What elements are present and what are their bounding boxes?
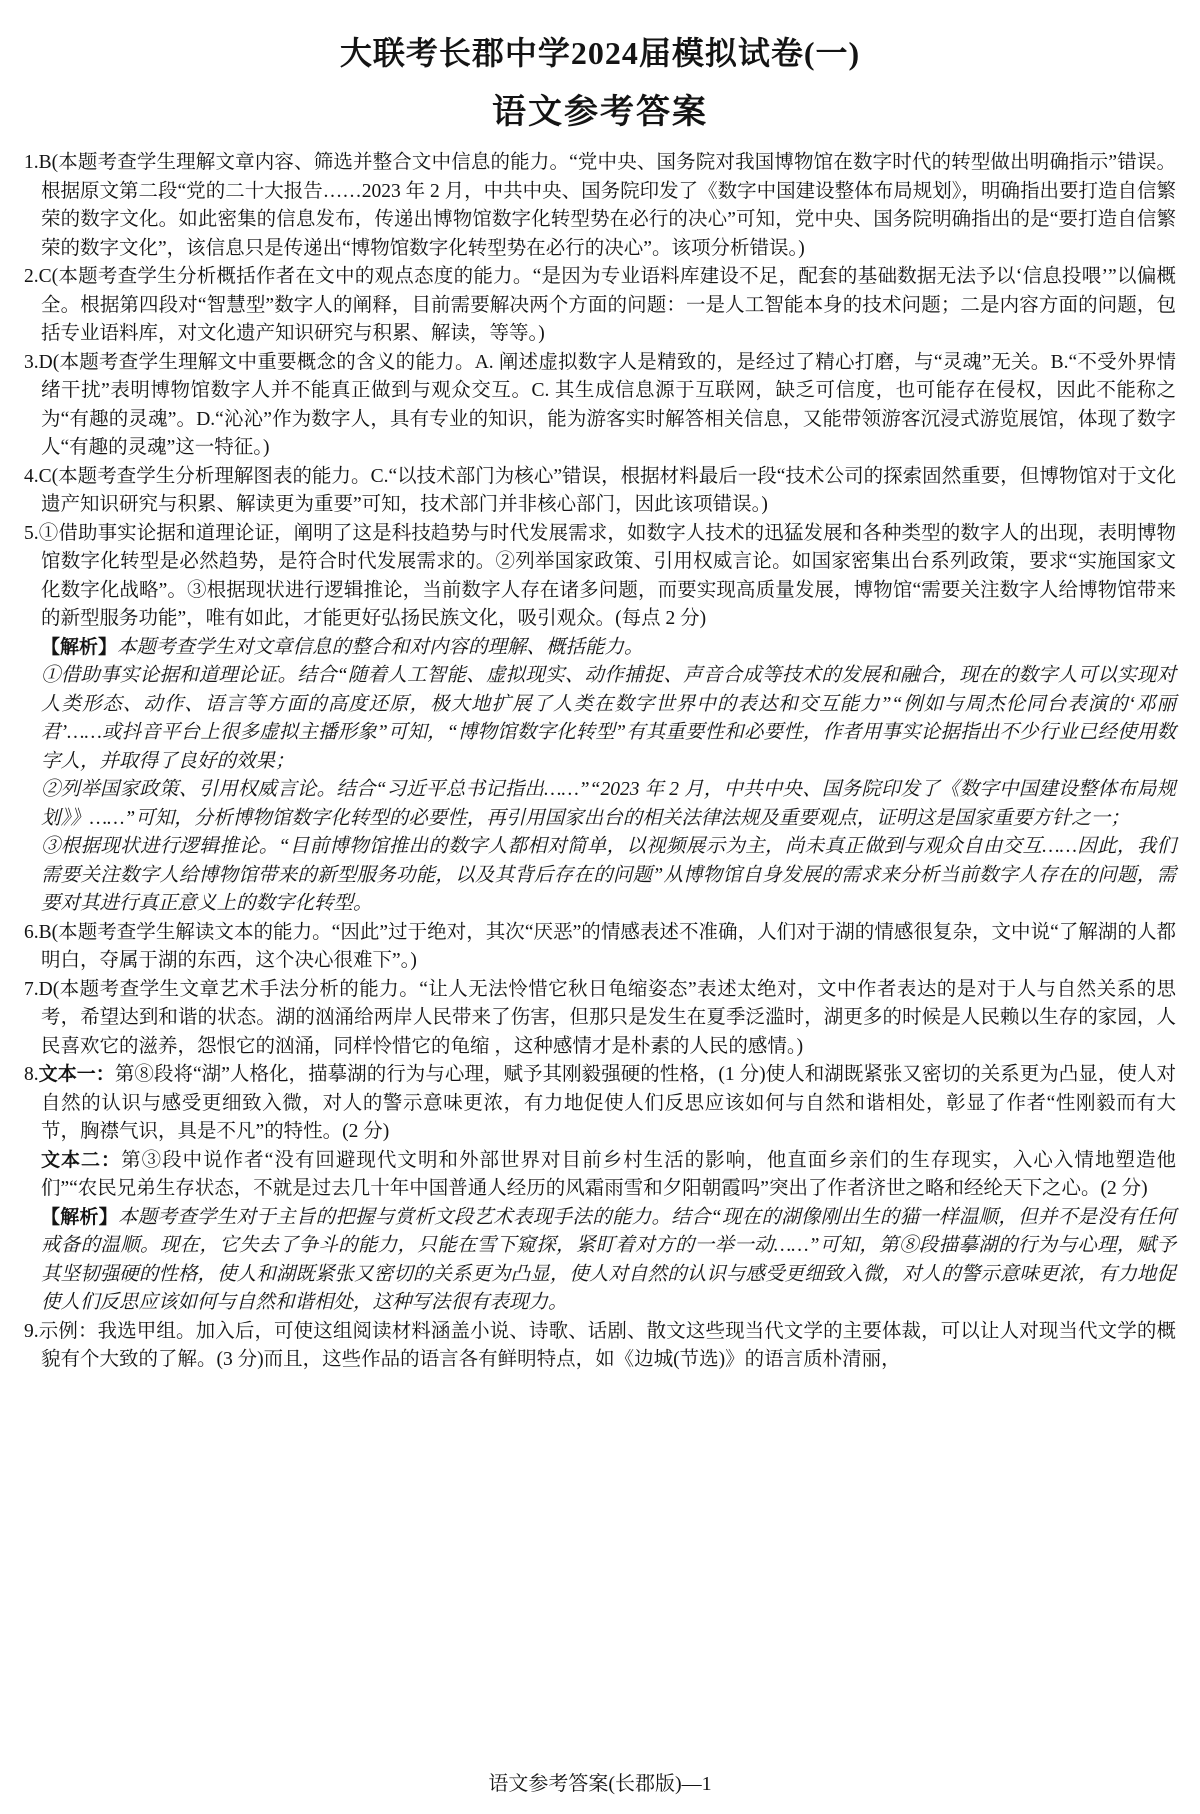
- paragraph-label: 【解析】: [41, 636, 118, 658]
- answer-number: 8.: [24, 1064, 39, 1085]
- paragraph-text: ①借助事实论据和道理论证。结合“随着人工智能、虚拟现实、动作捕捉、声音合成等技术的发展和融合，现在的数字人可以实现对人类形态、动作、语言等方面的高度还原，极大地扩展了人类在数字世界中的表达和交互能力”“例如与周杰伦同台表演的‘邓丽君’……或抖音平台上很多虚拟主播形象”可知，“博物馆数字化转型”有其重要性和必要性，作者用事实论据指出不少行业已经使用数字人，并取得了良好的效果；: [41, 665, 1176, 772]
- paragraph-text: ②列举国家政策、引用权威言论。结合“习近平总书记指出……”“2023 年 2 月，中共中央、国务院印发了《数字中国建设整体布局规划》》……”可知，分析博物馆数字化转型的必要性，再引用国家出台的相关法律法规及重要观点，证明这是国家重要方针之一；: [41, 779, 1176, 829]
- page-footer: 语文参考答案(长郡版)—1: [488, 1773, 712, 1795]
- answer-number: 3.: [24, 351, 39, 373]
- answer-item: [24, 463, 1176, 520]
- answer-number: 5.: [24, 522, 39, 544]
- paragraph-text: 第③段中说作者“没有回避现代文明和外部世界对目前乡村生活的影响，他直面乡亲们的生存现实，入心入情地塑造他们”“农民兄弟生存状态，不就是过去几十年中国普通人经历的风霜雨雪和夕阳朝霞吗”突出了作者济世之略和经纶天下之心。(2 分): [41, 1149, 1176, 1199]
- answer-item: [24, 1061, 1176, 1318]
- paragraph-text: C(本题考查学生分析概括作者在文中的观点态度的能力。“是因为专业语料库建设不足，配套的基础数据无法予以‘信息投喂’”以偏概全。根据第四段对“智慧型”数字人的阐释，目前需要解决两个方面的问题：一是人工智能本身的技术问题；二是内容方面的问题，包括专业语料库，对文化遗产知识研究与积累、解读，等等。): [38, 266, 1176, 344]
- answer-paragraph: [24, 833, 1176, 919]
- answer-number: 6.: [24, 921, 39, 943]
- explanation-paragraph: [24, 1204, 1176, 1318]
- answer-paragraph: [24, 1318, 1176, 1375]
- answer-paragraph: [24, 919, 1176, 976]
- paragraph-text: 示例：我选甲组。加入后，可使这组阅读材料涵盖小说、诗歌、话剧、散文这些现当代文学的主要体裁，可以让人对现当代文学的概貌有个大致的了解。(3 分)而且，这些作品的语言各有鲜明特点，如《边城(节选)》的语言质朴清丽，: [38, 1320, 1176, 1370]
- answer-item: [24, 263, 1176, 349]
- paragraph-label: 【解析】: [41, 1206, 119, 1228]
- paragraph-label: 文本一：: [38, 1064, 115, 1085]
- answer-item: [24, 520, 1176, 919]
- answer-item: [24, 149, 1176, 263]
- paragraph-text: ①借助事实论据和道理论证，阐明了这是科技趋势与时代发展需求，如数字人技术的迅猛发展和各种类型的数字人的出现，表明博物馆数字化转型是必然趋势，是符合时代发展需求的。②列举国家政策、引用权威言论。如国家密集出台系列政策，要求“实施国家文化数字化战略”。③根据现状进行逻辑推论，当前数字人存在诸多问题，而要实现高质量发展，博物馆“需要关注数字人给博物馆带来的新型服务功能”，唯有如此，才能更好弘扬民族文化，吸引观众。(每点 2 分): [38, 522, 1176, 629]
- answer-item: [24, 976, 1176, 1062]
- answer-paragraph: [24, 1147, 1176, 1204]
- answer-paragraph: [24, 662, 1176, 776]
- paragraph-label: 文本二：: [41, 1149, 122, 1171]
- answer-paragraph: [24, 263, 1176, 349]
- answer-number: 4.: [24, 465, 39, 487]
- answer-item: [24, 1318, 1176, 1375]
- paragraph-text: 本题考查学生对文章信息的整合和对内容的理解、概括能力。: [117, 636, 644, 658]
- answer-number: 9.: [24, 1320, 39, 1342]
- answer-paragraph: [24, 149, 1176, 263]
- answer-paragraph: [24, 463, 1176, 520]
- paragraph-text: 第⑧段将“湖”人格化，描摹湖的行为与心理，赋予其刚毅强硬的性格，(1 分)使人和湖既紧张又密切的关系更为凸显，使人对自然的认识与感受更细致入微，对人的警示意味更浓，有力地促使人们反思应该如何与自然和谐相处，彰显了作者“性刚毅而有大节，胸襟气识，具是不凡”的特性。(2 分): [41, 1064, 1176, 1142]
- answer-paragraph: [24, 976, 1176, 1062]
- document-title: 大联考长郡中学2024届模拟试卷(一): [339, 35, 861, 71]
- paragraph-text: D(本题考查学生文章艺术手法分析的能力。“让人无法怜惜它秋日龟缩姿态”表述太绝对，文中作者表达的是对于人与自然关系的思考，希望达到和谐的状态。湖的汹涌给两岸人民带来了伤害，但那只是发生在夏季泛滥时，湖更多的时候是人民赖以生存的家园，人民喜欢它的滋养，怨恨它的汹涌，同样怜惜它的龟缩 ，这种感情才是朴素的人民的感情。): [38, 978, 1176, 1057]
- answer-key-title: 语文参考答案: [492, 93, 708, 131]
- answer-paragraph: [24, 349, 1176, 463]
- paragraph-text: D(本题考查学生理解文中重要概念的含义的能力。A. 阐述虚拟数字人是精致的，是经过了精心打磨，与“灵魂”无关。B.“不受外界情绪干扰”表明博物馆数字人并不能真正做到与观众交互。C. 其生成信息源于互联网，缺乏可信度，也可能存在侵权，因此不能称之为“有趣的灵魂”。D.“沁沁”作为数字人，具有专业的知识，能为游客实时解答相关信息，又能带领游客沉浸式游览展馆，体现了数字人“有趣的灵魂”这一特征。): [38, 351, 1176, 458]
- answer-item: [24, 919, 1176, 976]
- paragraph-text: C(本题考查学生分析理解图表的能力。C.“以技术部门为核心”错误，根据材料最后一段“技术公司的探索固然重要，但博物馆对于文化遗产知识研究与积累、解读更为重要”可知，技术部门并非核心部门，因此该项错误。): [38, 465, 1176, 515]
- explanation-paragraph: [24, 634, 1176, 663]
- answer-number: 1.: [24, 152, 39, 173]
- paragraph-text: B(本题考查学生理解文章内容、筛选并整合文中信息的能力。“党中央、国务院对我国博物馆在数字时代的转型做出明确指示”错误。根据原文第二段“党的二十大报告……2023 年 2 月，中共中央、国务院印发了《数字中国建设整体布局规划》，明确指出要打造自信繁荣的数字文化。如此密集的信息发布，传递出博物馆数字化转型势在必行的决心”可知，党中央、国务院明确指出的是“要打造自信繁荣的数字文化”，该信息只是传递出“博物馆数字化转型势在必行的决心”。该项分析错误。): [38, 152, 1176, 259]
- paragraph-text: 本题考查学生对于主旨的把握与赏析文段艺术表现手法的能力。结合“现在的湖像刚出生的猫一样温顺，但并不是没有任何戒备的温顺。现在，它失去了争斗的能力，只能在雪下窥探，紧盯着对方的一举一动……”可知，第⑧段描摹湖的行为与心理，赋予其坚韧强硬的性格，使人和湖既紧张又密切的关系更为凸显，使人对自然的认识与感受更细致入微，对人的警示意味更浓，有力地促使人们反思应该如何与自然和谐相处，这种写法很有表现力。: [41, 1206, 1176, 1313]
- answer-paragraph: [24, 520, 1176, 634]
- answer-number: 2.: [24, 266, 39, 287]
- answer-item: [24, 349, 1176, 463]
- answer-number: 7.: [24, 978, 39, 1000]
- answer-list: [24, 149, 1176, 1375]
- paragraph-text: ③根据现状进行逻辑推论。“目前博物馆推出的数字人都相对简单，以视频展示为主，尚未真正做到与观众自由交互……因此，我们需要关注数字人给博物馆带来的新型服务功能，以及其背后存在的问题”从博物馆自身发展的需求来分析当前数字人存在的问题，需要对其进行真正意义上的数字化转型。: [41, 836, 1176, 914]
- answer-paragraph: [24, 776, 1176, 833]
- paragraph-text: B(本题考查学生解读文本的能力。“因此”过于绝对，其次“厌恶”的情感表述不准确，人们对于湖的情感很复杂，文中说“了解湖的人都明白，夺属于湖的东西，这个决心很难下”。): [38, 921, 1176, 971]
- answer-paragraph: [24, 1061, 1176, 1147]
